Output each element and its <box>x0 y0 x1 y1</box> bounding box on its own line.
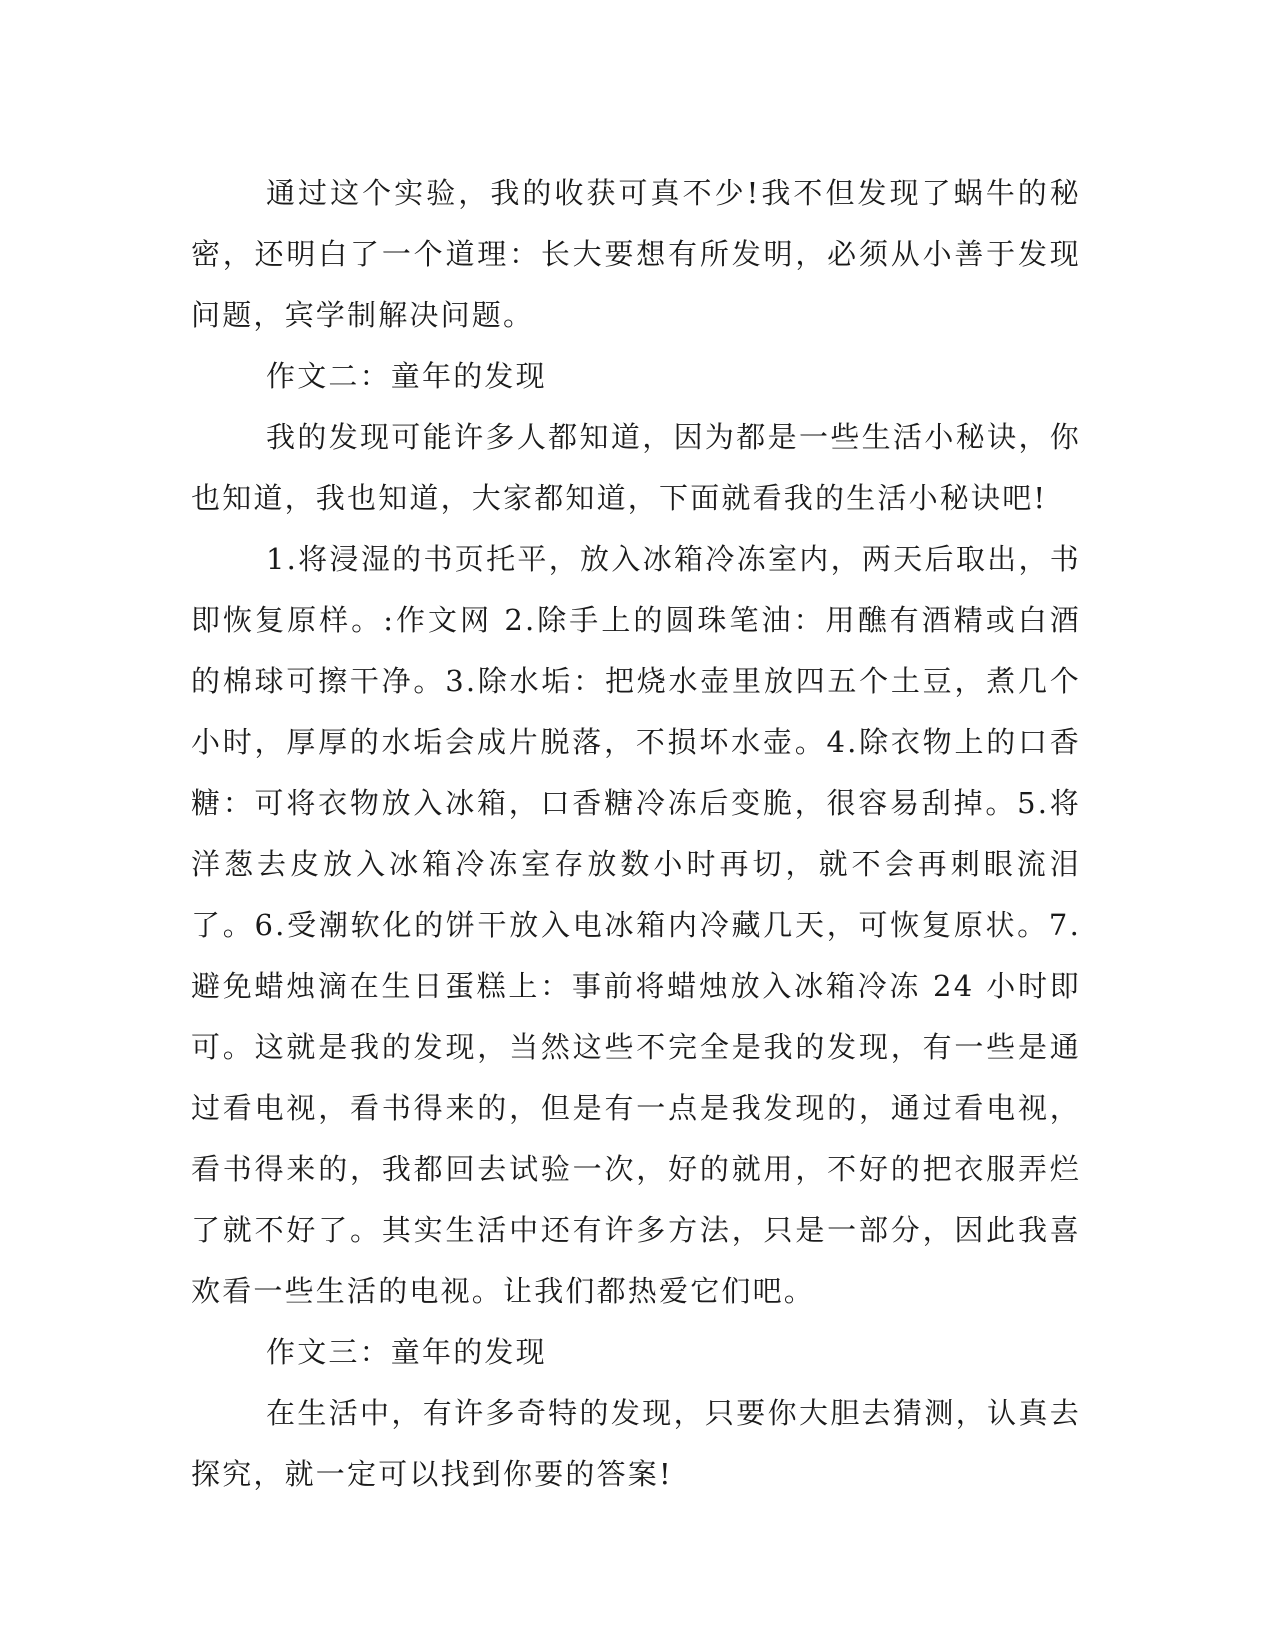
essay-two-heading: 作文二：童年的发现 <box>266 359 547 393</box>
paragraph-conclusion: 通过这个实验，我的收获可真不少!我不但发现了蜗牛的秘密，还明白了一个道理：长大要想有所发明，必须从小善于发现问题，宾学制解决问题。 <box>191 176 1081 332</box>
paragraph-tips-list: 1.将浸湿的书页托平，放入冰箱冷冻室内，两天后取出，书即恢复原样。:作文网 2.除手上的圆珠笔油：用醮有酒精或白酒的棉球可擦干净。3.除水垢：把烧水壶里放四五个土豆，煮几个小时，厚厚的水垢会成片脱落，不损坏水壶。4.除衣物上的口香糖：可将衣物放入冰箱，口香糖冷冻后变脆，很容易刮掉。5.将洋葱去皮放入冰箱冷冻室存放数小时再切，就不会再刺眼流泪了。6.受潮软化的饼干放入电冰箱内冷藏几天，可恢复原状。7.避免蜡烛滴在生日蛋糕上：事前将蜡烛放入冰箱冷冻 24 小时即可。这就是我的发现，当然这些不完全是我的发现，有一些是通过看电视，看书得来的，但是有一点是我发现的，通过看电视，看书得来的，我都回去试验一次，好的就用，不好的把衣服弄烂了就不好了。其实生活中还有许多方法，只是一部分，因此我喜欢看一些生活的电视。让我们都热爱它们吧。 <box>191 542 1081 1308</box>
document-body <box>191 163 1081 1505</box>
paragraph-essay-three-opening: 在生活中，有许多奇特的发现，只要你大胆去猜测，认真去探究，就一定可以找到你要的答案! <box>191 1396 1081 1491</box>
essay-three-heading: 作文三：童年的发现 <box>266 1335 547 1369</box>
paragraph-intro: 我的发现可能许多人都知道，因为都是一些生活小秘诀，你也知道，我也知道，大家都知道，下面就看我的生活小秘诀吧! <box>191 420 1081 515</box>
